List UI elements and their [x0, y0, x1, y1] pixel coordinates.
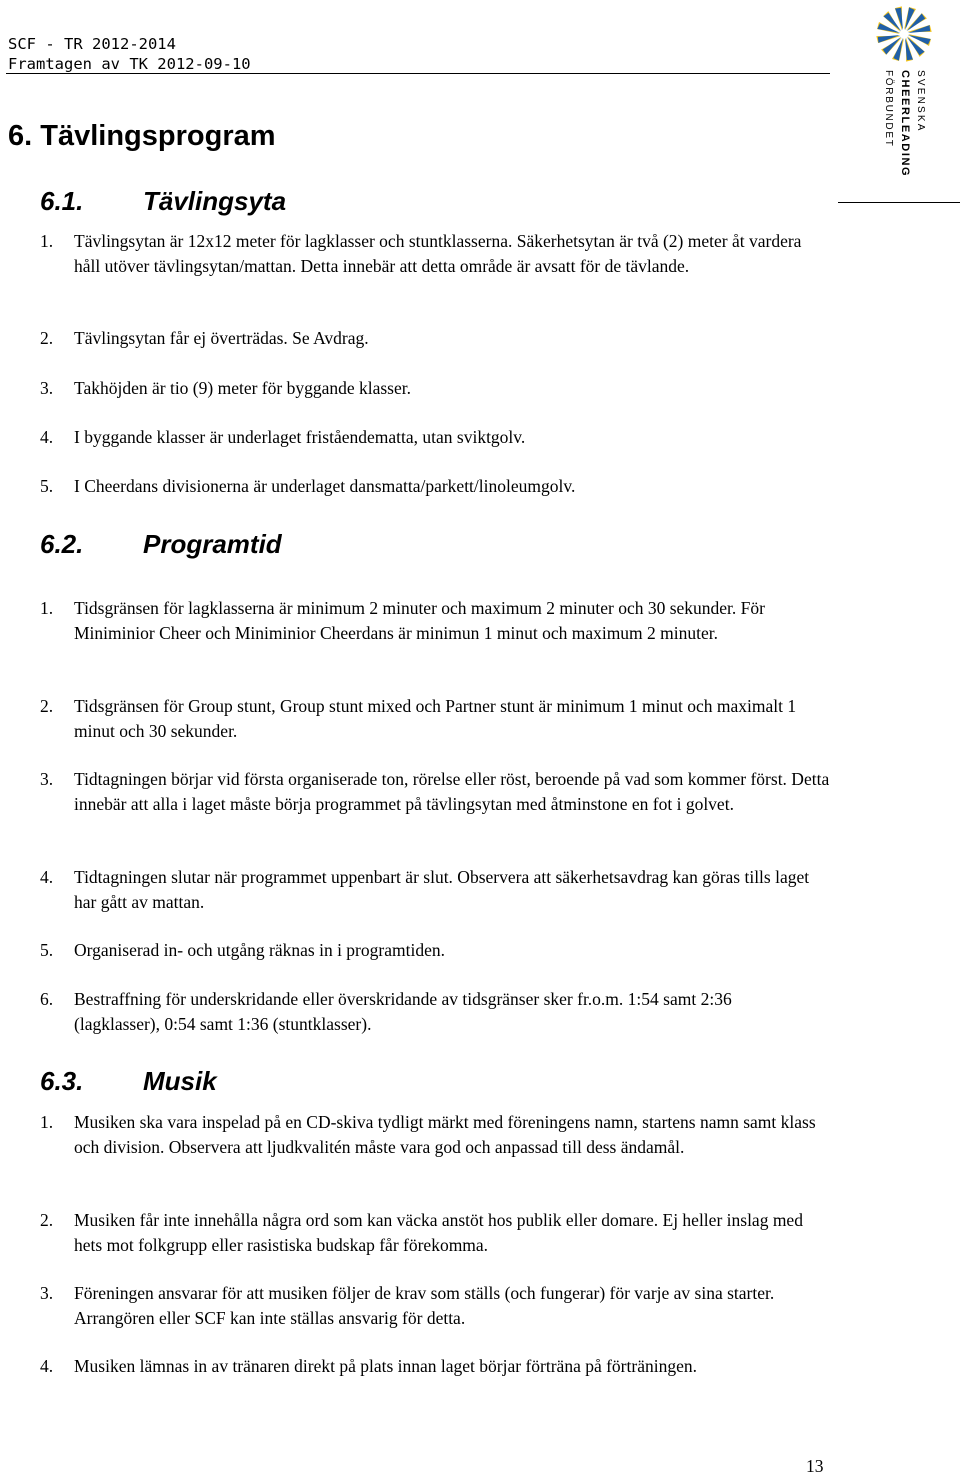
list-item: [40, 938, 830, 963]
section-number: 6.3.: [40, 1066, 84, 1096]
list-item-text: Tidsgränsen för lagklasserna är minimum 2 minuter och maximum 2 minuter och 30 sekunder. För Miniminior Cheer och Miniminior Cheerdans är minimun 1 minut och maximum 2 minuter.: [74, 598, 765, 643]
list-item: [40, 1354, 830, 1379]
list-item-text: Bestraffning för underskridande eller överskridande av tidsgränser sker fr.o.m. 1:54 samt 2:36 (lagklasser), 0:54 samt 1:36 (stuntklasser).: [74, 989, 732, 1034]
list-item-text: Takhöjden är tio (9) meter för byggande klasser.: [74, 378, 411, 398]
logo-word-forbundet: FÖRBUNDET: [883, 70, 894, 148]
list-item-text: Tidtagningen slutar när programmet uppenbart är slut. Observera att säkerhetsavdrag kan göras tills laget har gått av mattan.: [74, 867, 810, 912]
list-item-text: Tidsgränsen för Group stunt, Group stunt mixed och Partner stunt är minimum 1 minut och maximalt 1 minut och 30 sekunder.: [74, 696, 797, 741]
sun-emblem: [875, 5, 934, 64]
list-item-number: 1.: [40, 598, 54, 618]
list-item: [40, 1281, 830, 1330]
list-item-number: 2.: [40, 696, 54, 716]
list-item-text: Tidtagningen börjar vid första organiserade ton, rörelse eller röst, beroende på vad som kommer först. Detta innebär att alla i laget måste börja programmet på tävlingsytan med åtminstone en fot i golvet.: [74, 769, 830, 814]
list-item-text: Tävlingsytan är 12x12 meter för lagklasser och stuntklasserna. Säkerhetsytan är två (2) meter åt vardera håll utöver tävlingsytan/mattan. Detta innebär att detta område är avsatt för de tävlande.: [74, 231, 802, 276]
header-rule: [6, 73, 830, 74]
list-item-number: 1.: [40, 231, 54, 251]
list-item-number: 3.: [40, 769, 54, 789]
running-header: [8, 34, 251, 74]
list-item-text: Föreningen ansvarar för att musiken följer de krav som ställs (och fungerar) för varje av sina starter. Arrangören eller SCF kan inte ställas ansvarig för detta.: [74, 1283, 775, 1328]
list-item-text: Musiken ska vara inspelad på en CD-skiva tydligt märkt med föreningens namn, startens namn samt klass och division. Observera att ljudkvalitén måste vara god och anpassad till dess ändamål.: [74, 1112, 816, 1157]
list-item: [40, 865, 830, 914]
logo-graphic: [864, 4, 960, 204]
list-item: [40, 1110, 830, 1159]
header-line-2: Framtagen av TK 2012-09-10: [8, 55, 251, 73]
list-item-text: I Cheerdans divisionerna är underlaget dansmatta/parkett/linoleumgolv.: [74, 476, 576, 496]
list-item: [40, 596, 830, 645]
section-title: Programtid: [143, 529, 282, 559]
list-item: [40, 326, 830, 351]
list-item: [40, 987, 830, 1036]
list-item: [40, 767, 830, 816]
list-item: [40, 229, 830, 278]
svenska-cheerleading-forbundet-logo: [864, 4, 960, 204]
list-item: [40, 376, 830, 401]
list-item-text: Organiserad in- och utgång räknas in i programtiden.: [74, 940, 445, 960]
list-item-number: 3.: [40, 1283, 54, 1303]
header-line-1: SCF - TR 2012-2014: [8, 35, 176, 53]
list-item-number: 3.: [40, 378, 54, 398]
logo-rule: [838, 202, 960, 203]
list-item-number: 5.: [40, 476, 54, 496]
list-item-text: Musiken lämnas in av tränaren direkt på plats innan laget börjar förträna på förträningen.: [74, 1356, 697, 1376]
section-number: 6.2.: [40, 529, 84, 559]
page-number: 13: [806, 1456, 824, 1476]
list-item-text: Musiken får inte innehålla några ord som kan väcka anstöt hos publik eller domare. Ej heller inslag med hets mot folkgrupp eller rasistiska budskap får förekomma.: [74, 1210, 803, 1255]
section-heading-6-1: [40, 185, 286, 217]
list-item-number: 2.: [40, 328, 54, 348]
section-heading-6-2: [40, 528, 282, 560]
list-item-number: 4.: [40, 427, 54, 447]
list-item-number: 5.: [40, 940, 54, 960]
list-item: [40, 694, 830, 743]
list-item-number: 2.: [40, 1210, 54, 1230]
section-number: 6.1.: [40, 186, 84, 216]
logo-word-svenska: SVENSKA: [915, 70, 926, 133]
list-item-number: 4.: [40, 867, 54, 887]
section-title: Musik: [143, 1066, 217, 1096]
list-item-number: 1.: [40, 1112, 54, 1132]
list-item-number: 6.: [40, 989, 54, 1009]
section-heading-6-3: [40, 1065, 217, 1097]
list-item: [40, 474, 830, 499]
section-title: Tävlingsyta: [143, 186, 287, 216]
list-item: [40, 1208, 830, 1257]
list-item-number: 4.: [40, 1356, 54, 1376]
list-item: [40, 425, 830, 450]
page-title: 6. Tävlingsprogram: [8, 120, 276, 152]
list-item-text: Tävlingsytan får ej överträdas. Se Avdrag.: [74, 328, 369, 348]
list-item-text: I byggande klasser är underlaget friståendematta, utan sviktgolv.: [74, 427, 526, 447]
logo-word-cheerleading: CHEERLEADING: [899, 70, 911, 178]
